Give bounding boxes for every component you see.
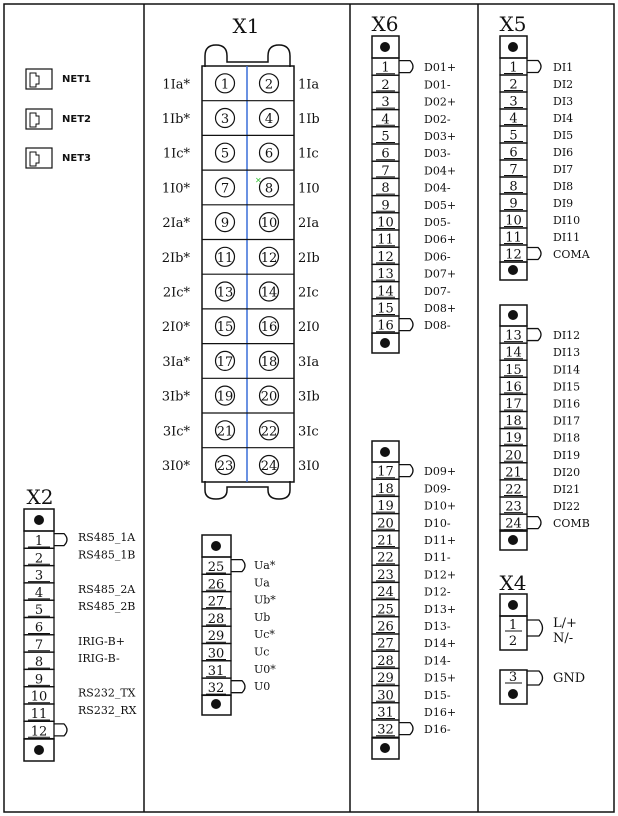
pin-label: IRIG-B- (78, 652, 120, 666)
pin-number: 13 (505, 328, 522, 344)
pin-label: RS485_2A (78, 582, 136, 596)
x1-right-label: 1Ib (298, 112, 320, 127)
x1-terminal-number: 4 (264, 112, 274, 127)
pin-number: 18 (377, 481, 394, 497)
x1-terminal-number: 10 (260, 216, 278, 232)
pin-number: 1 (509, 60, 518, 76)
pin-label: N/- (553, 631, 574, 646)
pin-label: Ub* (254, 593, 276, 607)
pin-number: 12 (30, 724, 48, 740)
pin-number: 9 (34, 672, 44, 688)
x1-right-label: 3Ib (298, 389, 320, 405)
pin-label: DI11 (553, 231, 581, 244)
pin-number: 12 (377, 249, 394, 265)
x1-right-label: 1Ia (298, 77, 320, 93)
pin-label: D13- (424, 620, 451, 633)
x1-terminal-number: 11 (216, 250, 234, 266)
pin-label: RS485_2B (78, 600, 136, 614)
pin-number: 8 (381, 181, 390, 197)
x1-right-label: 2Ia (298, 216, 320, 232)
x1-left-label: 3I0* (161, 459, 190, 474)
x1-right-label: 2Ib (298, 250, 320, 266)
pin-label: DI16 (553, 397, 581, 411)
pin-number: 11 (30, 707, 48, 722)
pin-number: 3 (381, 95, 390, 111)
pin-link-icon (399, 465, 413, 477)
pin-label: D04+ (424, 164, 457, 178)
x1-terminal-number: 23 (216, 459, 234, 474)
pin-number: 16 (505, 379, 522, 395)
pin-number: 26 (377, 619, 394, 635)
pin-label: D05- (424, 216, 451, 229)
x1-terminal-number: 20 (260, 389, 278, 405)
pin-number: 2 (508, 634, 518, 649)
x1-terminal-number: 22 (260, 424, 278, 440)
pin-label: D08- (424, 319, 451, 333)
mounting-screw-icon (34, 515, 44, 525)
pin-link-icon (399, 723, 413, 735)
pin-label: RS232_TX (78, 686, 136, 700)
pin-label: D14+ (424, 637, 457, 651)
pin-label: DI6 (553, 146, 574, 159)
x1-title: X1 (232, 14, 260, 38)
x1-terminal-number: 19 (216, 389, 234, 405)
pin-number: 28 (207, 611, 225, 627)
mounting-screw-icon (508, 42, 518, 52)
pin-label: D12- (424, 585, 451, 599)
x4-title: X4 (499, 571, 527, 595)
pin-number: 27 (207, 594, 225, 610)
x1-terminal-number: 16 (260, 320, 278, 336)
pin-number: 10 (377, 215, 394, 231)
x1-right-label: 2I0 (298, 320, 320, 336)
pin-label: D01+ (424, 61, 457, 75)
x1-left-label: 2Ib* (161, 250, 190, 266)
pin-label: D16- (424, 723, 451, 737)
pin-link-icon (527, 61, 541, 73)
pin-number: 18 (505, 414, 522, 430)
pin-label: DI2 (553, 78, 574, 91)
pin-label: Uc (254, 645, 270, 659)
pin-number: 6 (34, 620, 44, 636)
pin-link-icon (527, 329, 541, 341)
x1-right-label: 3I0 (298, 459, 320, 474)
pin-link-icon (399, 61, 413, 73)
pin-label: COMB (553, 517, 590, 531)
pin-number: 6 (509, 145, 518, 161)
pin-label: DI15 (553, 380, 581, 394)
pin-number: 19 (505, 431, 522, 447)
x5-title: X5 (499, 12, 527, 36)
pin-label: DI9 (553, 197, 574, 210)
pin-number: 31 (207, 663, 225, 679)
pin-label: U0* (254, 662, 276, 676)
pin-label: D15- (424, 688, 451, 702)
pin-number: 2 (34, 551, 44, 567)
x1-terminal-number: 5 (220, 146, 230, 162)
pin-label: L/+ (553, 616, 577, 631)
x1-terminal-number: 9 (220, 216, 230, 232)
x1-left-label: 1Ic* (162, 146, 190, 162)
pin-number: 17 (505, 397, 522, 412)
x1-right-label: 2Ic (298, 285, 319, 301)
pin-label: DI7 (553, 163, 574, 176)
x1-terminal-number: 3 (220, 112, 230, 127)
ethernet-jack-icon (30, 73, 39, 87)
pin-label: U0 (254, 680, 271, 694)
pin-label: D09- (424, 482, 451, 496)
x1-top-lug (205, 45, 290, 67)
pin-label: DI19 (553, 448, 581, 462)
pin-label: RS232_RX (78, 704, 137, 717)
pin-number: 5 (509, 128, 518, 144)
pin-label: D15+ (424, 671, 457, 685)
pin-label: D08+ (424, 302, 457, 315)
x1-left-label: 1Ia* (162, 77, 190, 93)
x2-title: X2 (26, 485, 54, 509)
pin-number: 29 (207, 629, 225, 645)
pin-number: 1 (34, 534, 44, 549)
pin-label: Ub (254, 610, 271, 624)
pin-number: 6 (381, 146, 390, 162)
pin-number: 1 (508, 618, 518, 633)
x1-left-label: 3Ia* (162, 354, 190, 370)
mounting-screw-icon (34, 745, 44, 755)
pin-label: DI3 (553, 95, 574, 108)
mounting-screw-icon (508, 600, 518, 610)
net-label: NET1 (62, 74, 91, 85)
pin-number: 24 (377, 585, 394, 601)
x1-terminal-number: 17 (216, 354, 234, 370)
net-label: NET3 (62, 153, 91, 164)
pin-number: 25 (207, 560, 225, 575)
pin-number: 15 (377, 301, 394, 317)
pin-number: 17 (377, 464, 394, 480)
pin-label: D13+ (424, 602, 457, 616)
pin-label: GND (553, 671, 586, 686)
x1-left-label: 3Ic* (162, 424, 190, 440)
pin-label: D12+ (424, 568, 457, 582)
x1-left-label: 1Ib* (161, 112, 190, 127)
mounting-screw-icon (508, 689, 518, 699)
pin-number: 19 (377, 499, 394, 515)
pin-label: D07- (424, 284, 451, 298)
pin-number: 21 (377, 533, 394, 549)
pin-label: DI5 (553, 129, 574, 142)
pin-label: DI20 (553, 465, 581, 479)
pin-label: DI22 (553, 500, 581, 514)
pin-number: 24 (505, 516, 522, 532)
pin-label: D11+ (424, 534, 457, 547)
pin-number: 1 (381, 60, 390, 76)
pin-label: Ua (254, 576, 270, 590)
pin-number: 29 (377, 671, 394, 687)
pin-number: 16 (377, 318, 394, 334)
x1-terminal-number: 18 (260, 354, 278, 370)
pin-number: 3 (509, 94, 518, 110)
x1-terminal-number: 13 (216, 285, 234, 301)
pin-label: COMA (553, 248, 590, 261)
pin-label: DI12 (553, 329, 581, 343)
pin-number: 13 (377, 267, 394, 283)
pin-number: 7 (34, 637, 44, 653)
pin-label: D03- (424, 147, 451, 161)
pin-number: 4 (381, 112, 390, 128)
pin-number: 11 (377, 232, 394, 248)
pin-number: 3 (34, 568, 44, 584)
pin-label: D05+ (424, 198, 457, 212)
pin-number: 12 (505, 247, 522, 263)
pin-label: DI10 (553, 214, 581, 227)
pin-number: 21 (505, 465, 522, 481)
pin-link-icon (527, 517, 541, 529)
mounting-screw-icon (508, 265, 518, 275)
pin-label: RS485_1B (78, 548, 136, 562)
pin-label: D04- (424, 181, 451, 195)
pin-label: D03+ (424, 130, 457, 143)
pin-number: 27 (377, 636, 394, 652)
pin-number: 15 (505, 362, 522, 378)
pin-number: 3 (508, 670, 518, 685)
pin-link-icon (527, 248, 541, 260)
net-port-2 (26, 109, 91, 129)
pin-label: D06+ (424, 233, 457, 247)
pin-number: 7 (381, 163, 390, 179)
pin-label: DI14 (553, 363, 581, 377)
pin-number: 20 (505, 448, 522, 464)
pin-label: DI17 (553, 414, 581, 428)
x1-terminal-number: 7 (220, 181, 230, 197)
x1-terminal-number: 6 (264, 146, 274, 162)
pin-link-icon (527, 671, 543, 685)
pin-label: DI13 (553, 346, 581, 360)
x1-bottom-lug (205, 481, 290, 499)
pin-number: 4 (509, 111, 518, 127)
pin-number: 2 (509, 77, 518, 93)
pin-label: D02- (424, 112, 451, 126)
mounting-screw-icon (211, 541, 221, 551)
pin-number: 7 (509, 162, 518, 178)
pin-label: D14- (424, 654, 451, 668)
pin-label: DI21 (553, 483, 581, 496)
mounting-screw-icon (380, 42, 390, 52)
pin-label: RS485_1A (78, 531, 136, 544)
pin-label: DI4 (553, 112, 574, 125)
x1-left-label: 2I0* (161, 320, 190, 336)
x1-terminal-number: 24 (260, 459, 278, 474)
pin-label: D11- (424, 551, 451, 565)
net-port-1 (26, 69, 91, 89)
pin-number: 23 (505, 499, 522, 515)
x1-left-label: 1I0* (161, 181, 190, 197)
ethernet-jack-icon (30, 113, 39, 127)
pin-number: 5 (381, 129, 390, 145)
pin-link-icon (231, 681, 245, 693)
x1-left-label: 2Ic* (162, 285, 190, 301)
x6-title: X6 (371, 12, 399, 36)
pin-number: 14 (505, 345, 522, 361)
pin-number: 5 (34, 603, 44, 619)
x1-right-label: 3Ic (298, 424, 319, 440)
pin-link-icon (54, 724, 67, 736)
pin-number: 32 (377, 722, 394, 738)
net-port-3 (26, 148, 91, 168)
pin-number: 23 (377, 567, 394, 583)
pin-number: 26 (207, 577, 225, 593)
pin-label: D06- (424, 250, 451, 264)
pin-number: 22 (505, 482, 522, 498)
mounting-screw-icon (508, 535, 518, 545)
pin-label: D10+ (424, 499, 457, 513)
net-label: NET2 (62, 114, 91, 125)
pin-link-icon (399, 319, 413, 331)
pin-label: Ua* (254, 559, 276, 572)
x1-terminal-number: 1 (220, 77, 230, 93)
pin-number: 22 (377, 550, 394, 566)
x1-right-label: 1Ic (298, 146, 319, 162)
pin-number: 30 (207, 646, 225, 662)
pin-link-icon (527, 620, 543, 636)
x1-terminal-number: 12 (260, 250, 278, 266)
pin-number: 11 (505, 230, 522, 246)
pin-number: 14 (377, 284, 394, 300)
pin-number: 28 (377, 653, 394, 669)
pin-number: 20 (377, 516, 394, 532)
pin-link-icon (54, 534, 67, 546)
mounting-screw-icon (380, 447, 390, 457)
x1-right-label: 1I0 (298, 181, 320, 197)
x1-terminal-number: 21 (216, 424, 234, 440)
pin-number: 30 (377, 688, 394, 704)
pin-label: DI18 (553, 431, 581, 445)
pin-label: IRIG-B+ (78, 634, 125, 648)
pin-number: 8 (509, 179, 518, 195)
pin-number: 10 (505, 213, 522, 229)
pin-label: D16+ (424, 706, 457, 719)
pin-number: 32 (207, 681, 225, 697)
x1-terminal-number: 14 (260, 285, 278, 301)
pin-number: 4 (34, 585, 44, 601)
pin-label: D09+ (424, 465, 457, 479)
pin-label: DI1 (553, 61, 574, 74)
pin-link-icon (231, 560, 245, 572)
pin-label: Uc* (254, 628, 275, 642)
mounting-screw-icon (211, 699, 221, 709)
pin-number: 2 (381, 77, 390, 93)
pin-number: 10 (30, 689, 48, 705)
ethernet-jack-icon (30, 152, 39, 166)
mounting-screw-icon (380, 338, 390, 348)
mounting-screw-icon (380, 743, 390, 753)
x1-terminal-number: 8 (264, 181, 274, 197)
pin-number: 31 (377, 705, 394, 721)
x1-left-label: 3Ib* (161, 389, 190, 405)
pin-label: D10- (424, 516, 451, 530)
x1-terminal-number: 15 (216, 320, 234, 336)
pin-label: D01- (424, 78, 451, 92)
x1-marker-icon: ✕ (255, 176, 262, 185)
mounting-screw-icon (508, 310, 518, 320)
pin-number: 8 (34, 655, 44, 671)
pin-label: DI8 (553, 180, 574, 193)
pin-label: D07+ (424, 267, 457, 281)
pin-number: 9 (509, 196, 518, 212)
x1-left-label: 2Ia* (162, 216, 190, 232)
pin-number: 25 (377, 602, 394, 618)
pin-label: D02+ (424, 95, 457, 109)
x1-right-label: 3Ia (298, 354, 320, 370)
pin-number: 9 (381, 198, 390, 214)
x1-terminal-number: 2 (264, 77, 274, 93)
